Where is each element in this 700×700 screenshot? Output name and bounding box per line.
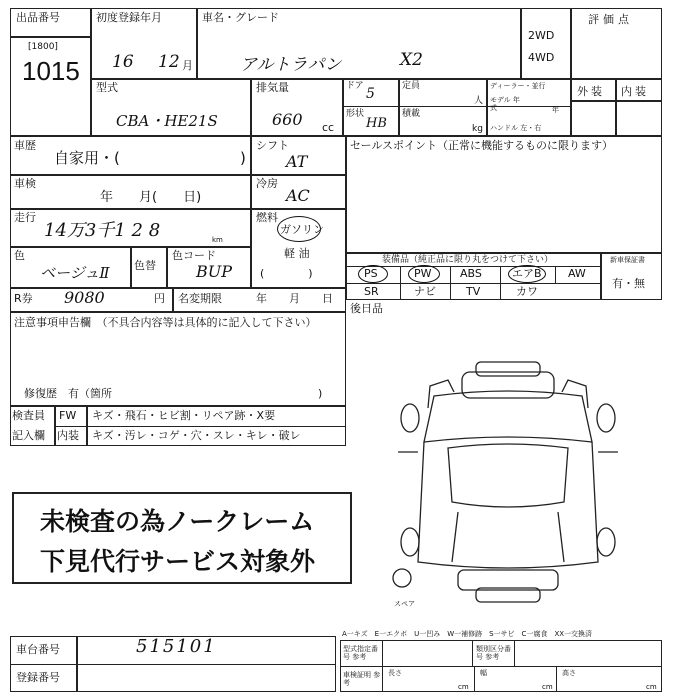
- color-code-label: 色コード: [172, 249, 216, 262]
- divider: [340, 666, 662, 667]
- divider: [250, 136, 252, 288]
- shift-label: シフト: [256, 139, 289, 152]
- lot-label: 出品番号: [16, 11, 60, 24]
- exterior-label: 外装: [577, 85, 605, 98]
- deadline-fields: 年 月 日: [256, 292, 333, 305]
- color-code: BUP: [196, 262, 233, 281]
- equip-tv: TV: [466, 285, 481, 298]
- mileage-value: 14万3千1 2 8: [44, 220, 161, 241]
- divider: [474, 666, 475, 692]
- load-unit: kg: [472, 124, 483, 134]
- shift-value: AT: [286, 152, 308, 171]
- notes-label: 注意事項申告欄 （不具合内容等は具体的に記入して下さい）: [14, 316, 317, 329]
- doors: 5: [366, 86, 375, 102]
- usage-close: ): [240, 149, 246, 167]
- equip-abs: ABS: [460, 267, 482, 280]
- damage-legend: A一キズ E一エクボ U一凹み W一補修跡 S一サビ C一腐食 XX一交換済: [342, 630, 593, 638]
- car-name: アルトラパン: [240, 55, 342, 75]
- displacement: 660: [272, 110, 303, 129]
- lot-number: 1015: [22, 56, 80, 86]
- divider: [54, 426, 346, 427]
- shape-label: 形状: [346, 109, 365, 119]
- lot-small: [1800]: [28, 42, 58, 52]
- type-label: 型式: [96, 81, 118, 94]
- usage-value: 自家用・(: [54, 149, 120, 167]
- warranty-label: 新車保証書: [610, 256, 645, 264]
- divider: [615, 78, 617, 136]
- car-diagram: [388, 352, 628, 614]
- shape: HB: [366, 116, 387, 131]
- cap-label: 定員: [402, 81, 421, 91]
- height-label: 高さ: [562, 669, 576, 677]
- usage-label: 車歴: [14, 139, 36, 152]
- warranty-value: 有・無: [612, 277, 645, 290]
- model-year-unit: 年: [552, 106, 559, 114]
- int-text: キズ・汚レ・コゲ・穴・スレ・キレ・破レ: [92, 429, 301, 442]
- fuel-label: 燃料: [256, 211, 278, 224]
- reg-month-unit: 月: [182, 59, 193, 72]
- spare-label: スペア: [394, 600, 415, 608]
- inspect-fields: 年 月( 日): [100, 190, 202, 205]
- fuel-gas: ガソリン: [280, 223, 324, 236]
- divider: [10, 664, 336, 665]
- equip-circle: [358, 265, 388, 283]
- ac-label: 冷房: [256, 177, 278, 190]
- cm-unit: cm: [542, 683, 553, 691]
- name-label: 車名・グレード: [202, 11, 279, 24]
- divider: [600, 252, 602, 300]
- drive-4wd: 4WD: [528, 51, 555, 64]
- divider: [570, 8, 572, 136]
- equip-ps: PS: [364, 267, 378, 280]
- repair-close: ): [318, 387, 323, 400]
- disp-unit: cc: [322, 121, 335, 134]
- equip-aw: AW: [568, 267, 586, 280]
- equip-circle: [508, 265, 546, 283]
- divider: [520, 8, 522, 78]
- reg-year: 16: [112, 52, 134, 72]
- ac-value: AC: [286, 186, 310, 205]
- equip-circle: [408, 265, 440, 283]
- handle-label: ハンドル 左・右: [490, 124, 542, 132]
- drive-2wd: 2WD: [528, 29, 555, 42]
- divider: [556, 666, 557, 692]
- door-label: ドア: [346, 81, 364, 91]
- recycle-unit: 円: [154, 292, 165, 305]
- color-label: 色: [14, 249, 25, 262]
- divider: [514, 640, 515, 666]
- cert-label: 車検証明 参考: [343, 671, 381, 687]
- eval-label: 評価点: [588, 13, 633, 26]
- class-label: 類別区分番号 参考: [476, 645, 511, 661]
- chassis-label: 車台番号: [16, 643, 60, 656]
- fw-label: FW: [59, 409, 77, 422]
- record-label: 記入欄: [12, 429, 45, 442]
- divider: [196, 8, 198, 78]
- reg-month: 12: [158, 52, 180, 72]
- deadline-label: 名変期限: [178, 292, 222, 305]
- length-label: 長さ: [388, 669, 402, 677]
- divider: [250, 78, 252, 136]
- fuel-light: 軽 油: [284, 247, 310, 260]
- int-label: 内装: [57, 429, 79, 442]
- fw-text: キズ・飛石・ヒビ割・リペア跡・X要: [92, 409, 276, 422]
- equip-pw: PW: [414, 267, 432, 280]
- chassis-value: 515101: [136, 636, 217, 657]
- sales-label: セールスポイント（正常に機能するものに限ります）: [350, 139, 614, 152]
- color-change-label: 色替: [134, 259, 156, 272]
- mileage-label: 走行: [14, 211, 36, 224]
- divider: [130, 246, 132, 288]
- dealer-label: ディーラー・並行: [490, 82, 546, 90]
- divider: [166, 246, 168, 288]
- repair-label: 修復歴 有（箇所: [24, 387, 112, 400]
- divider: [346, 252, 662, 254]
- type-spec-label: 型式指定番号 参考: [343, 645, 378, 661]
- inspect-label: 車検: [14, 177, 36, 190]
- cap-unit: 人: [474, 96, 484, 106]
- sales-block: [346, 136, 662, 300]
- load-label: 積載: [402, 109, 421, 119]
- fuel-paren: ( ): [260, 267, 313, 280]
- divider: [10, 208, 346, 210]
- mileage-unit: km: [212, 236, 223, 244]
- equip-sr: SR: [364, 285, 379, 298]
- divider: [10, 174, 346, 176]
- divider: [570, 100, 662, 102]
- recycle-label: R券: [14, 292, 33, 305]
- recycle-value: 9080: [64, 288, 105, 307]
- divider: [342, 106, 570, 107]
- after-label: 後日品: [350, 302, 383, 315]
- divider: [400, 266, 401, 300]
- stamp-line2: 下見代行サービス対象外: [40, 547, 316, 576]
- divider: [346, 283, 600, 284]
- equip-label: 装備品（純正品に限り丸をつけて下さい）: [382, 255, 554, 265]
- divider: [10, 36, 90, 38]
- divider: [382, 640, 383, 692]
- divider: [450, 266, 451, 300]
- regno-label: 登録番号: [16, 671, 60, 684]
- model-year-label: モデル 年式: [490, 96, 520, 112]
- divider: [90, 8, 92, 136]
- inspector-label: 検査員: [12, 409, 45, 422]
- divider: [90, 78, 662, 80]
- disp-label: 排気量: [256, 81, 289, 94]
- equip-airbag: エアB: [512, 267, 542, 280]
- divider: [472, 640, 473, 666]
- cm-unit: cm: [646, 683, 657, 691]
- equip-leather: カワ: [516, 285, 538, 298]
- equip-navi: ナビ: [414, 285, 436, 298]
- grade: X2: [400, 50, 423, 70]
- width-label: 幅: [480, 669, 487, 677]
- stamp-line1: 未検査の為ノークレーム: [40, 507, 315, 536]
- cm-unit: cm: [458, 683, 469, 691]
- divider: [500, 266, 501, 300]
- divider: [172, 288, 174, 312]
- color-value: ベージュⅡ: [40, 264, 110, 282]
- interior-label: 内装: [621, 85, 649, 98]
- divider: [555, 266, 556, 283]
- model-code: CBA・HE21S: [116, 112, 218, 130]
- reg-label: 初度登録年月: [96, 11, 162, 24]
